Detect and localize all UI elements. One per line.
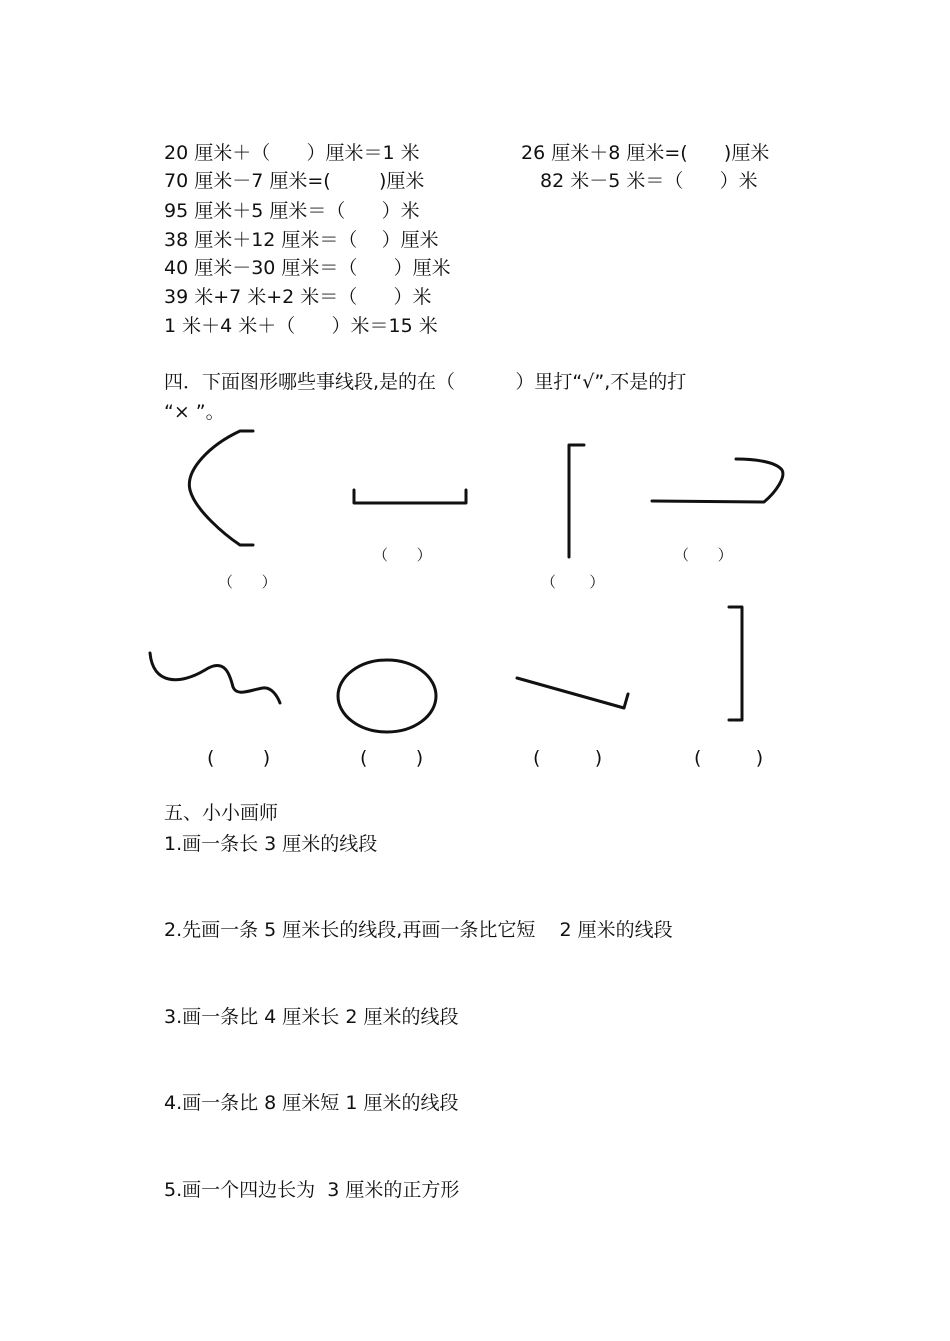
bent-line-icon (512, 670, 634, 715)
blank-row1-4[interactable]: （ ） (674, 546, 733, 564)
exercise-left-7: 1 米＋4 米＋（ ）米＝15 米 (164, 315, 438, 337)
u-bracket-icon (350, 485, 470, 510)
hook-line-icon (648, 452, 790, 510)
section5-item-2: 2.先画一条 5 厘米长的线段,再画一条比它短 2 厘米的线段 (164, 919, 673, 941)
blank-row1-1[interactable]: （ ） (218, 573, 277, 591)
right-bracket-icon (722, 602, 752, 727)
exercise-left-1: 20 厘米＋（ ）厘米＝1 米 (164, 142, 420, 164)
section4-title-line1: 四．下面图形哪些事线段,是的在（ ）里打“√”,不是的打 (164, 371, 687, 393)
l-bracket-icon (562, 440, 592, 562)
exercise-right-1: 26 厘米＋8 厘米=( )厘米 (521, 142, 770, 164)
blank-row2-4[interactable]: ( ) (694, 747, 764, 769)
exercise-left-3: 95 厘米＋5 厘米＝（ ）米 (164, 200, 420, 222)
exercise-left-6: 39 米+7 米+2 米＝（ ）米 (164, 286, 432, 308)
section5-title: 五、小小画师 (164, 802, 279, 824)
ellipse-icon (334, 657, 442, 737)
blank-row2-1[interactable]: ( ) (207, 747, 271, 769)
section5-item-4: 4.画一条比 8 厘米短 1 厘米的线段 (164, 1092, 459, 1114)
section4-title-line2: “× ”。 (164, 401, 225, 423)
section5-item-1: 1.画一条长 3 厘米的线段 (164, 833, 378, 855)
wavy-line-icon (145, 645, 285, 710)
blank-row2-2[interactable]: ( ) (360, 747, 424, 769)
curve-bracket-icon (185, 425, 260, 550)
blank-row2-3[interactable]: ( ) (533, 747, 603, 769)
blank-row1-3[interactable]: （ ） (541, 573, 605, 591)
blank-row1-2[interactable]: （ ） (373, 546, 432, 564)
exercise-left-2: 70 厘米－7 厘米=( )厘米 (164, 170, 425, 192)
exercise-left-5: 40 厘米－30 厘米＝（ ）厘米 (164, 257, 451, 279)
exercise-right-2: 82 米－5 米＝（ ）米 (540, 170, 758, 192)
exercise-left-4: 38 厘米＋12 厘米＝（ ）厘米 (164, 229, 439, 251)
section5-item-5: 5.画一个四边长为 3 厘米的正方形 (164, 1179, 460, 1201)
section5-item-3: 3.画一条比 4 厘米长 2 厘米的线段 (164, 1006, 459, 1028)
